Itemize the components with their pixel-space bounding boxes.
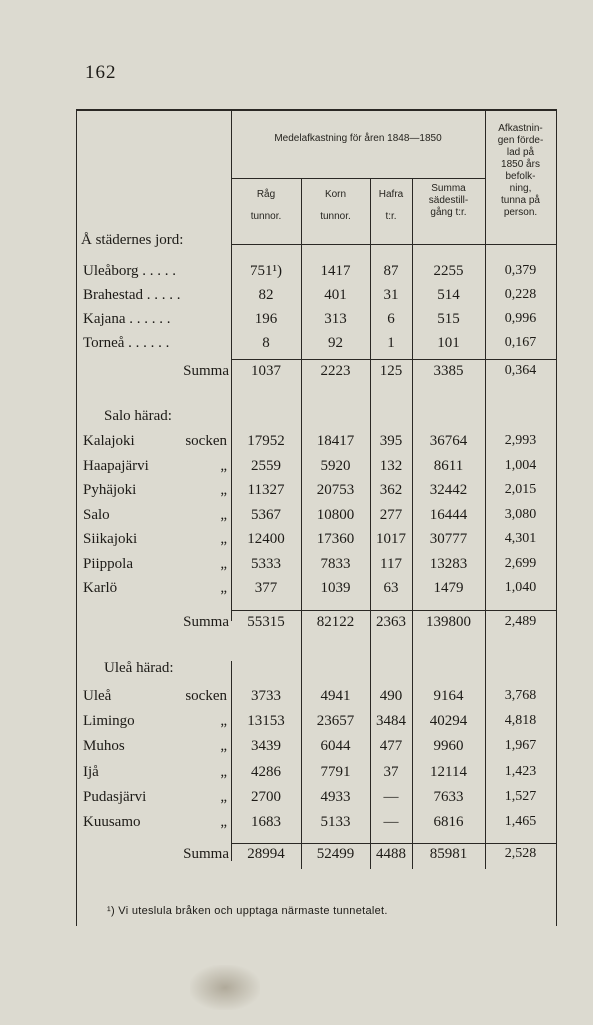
cell-afkast: 1,004 — [504, 457, 537, 473]
cell-rag: 1683 — [251, 814, 281, 830]
row-suffix: „ — [220, 763, 227, 780]
row-name: Salo — [83, 506, 110, 523]
page-number: 162 — [85, 62, 117, 83]
cell-afkast: 0,996 — [504, 311, 537, 326]
row-name: Pudasjärvi — [83, 788, 147, 805]
cell-korn: 7791 — [320, 763, 351, 780]
header-group-rule — [231, 178, 485, 179]
total-summa: 85981 — [429, 846, 468, 862]
cell-afkast: 3,080 — [504, 506, 537, 522]
row-name: Kalajoki — [83, 433, 135, 449]
cell-summa: 2255 — [433, 263, 464, 279]
cell-summa: 16444 — [429, 506, 468, 523]
cell-summa: 30777 — [429, 531, 468, 547]
row-name: Uleå — [83, 688, 112, 704]
cell-rag: 2700 — [251, 788, 281, 805]
cell-hafra: 362 — [379, 482, 403, 498]
cell-korn: 5133 — [320, 814, 351, 830]
row-name: Piippola — [83, 555, 134, 572]
cell-rag: 8 — [262, 335, 270, 351]
row-suffix: „ — [220, 580, 227, 596]
row-name: Ijå — [83, 763, 99, 780]
cell-summa: 12114 — [430, 763, 467, 780]
section2-total-label: Summa — [183, 614, 229, 630]
cell-summa: 32442 — [429, 482, 468, 498]
cell-korn: 20753 — [316, 482, 355, 498]
row-suffix: „ — [220, 506, 227, 523]
row-suffix: „ — [220, 814, 227, 830]
cell-hafra: 1 — [387, 335, 395, 351]
yield-table — [76, 109, 557, 926]
cell-afkast: 0,167 — [504, 335, 537, 350]
cell-korn: 1417 — [320, 263, 351, 279]
cell-afkast: 1,040 — [504, 580, 537, 595]
cell-summa: 40294 — [429, 713, 468, 730]
cell-hafra: 490 — [379, 688, 403, 704]
cell-summa: 6816 — [433, 814, 464, 830]
cell-afkast: 4,818 — [504, 713, 537, 729]
cell-hafra: 63 — [383, 580, 399, 596]
cell-summa: 36764 — [429, 433, 468, 449]
header-bottom-rule — [231, 244, 556, 245]
row-suffix: „ — [220, 482, 227, 498]
cell-afkast: 1,423 — [504, 763, 537, 779]
cell-summa: 9164 — [433, 688, 464, 704]
cell-afkast: 4,301 — [504, 531, 537, 546]
cell-rag: 13153 — [247, 713, 285, 730]
row-name: Limingo — [83, 713, 135, 730]
total-hafra: 125 — [379, 363, 403, 379]
total-korn: 82122 — [316, 614, 355, 630]
cell-korn: 313 — [324, 311, 347, 327]
cell-summa: 1479 — [433, 580, 464, 596]
total-afkast: 0,364 — [504, 363, 537, 378]
row-name: Uleåborg . . . . . — [83, 263, 177, 279]
cell-rag: 751¹) — [250, 263, 282, 279]
cell-korn: 7833 — [320, 555, 351, 572]
cell-afkast: 1,967 — [504, 738, 537, 754]
cell-rag: 2559 — [251, 457, 281, 474]
total-rag: 55315 — [247, 614, 285, 630]
section1-total-label: Summa — [183, 363, 229, 379]
cell-hafra: 132 — [379, 457, 403, 474]
cell-afkast: 2,015 — [504, 482, 537, 497]
cell-hafra: 477 — [379, 738, 403, 755]
cell-rag: 3439 — [251, 738, 281, 755]
cell-korn: 1039 — [320, 580, 351, 596]
header-korn: Korn tunnor. — [320, 189, 351, 222]
cell-hafra: 87 — [383, 263, 399, 279]
cell-hafra: 395 — [379, 433, 403, 449]
cell-summa: 13283 — [429, 555, 468, 572]
total-summa: 139800 — [426, 614, 471, 630]
section-title-ulea: Uleå härad: — [104, 660, 174, 676]
total-afkast: 2,489 — [504, 614, 537, 629]
cell-rag: 196 — [254, 311, 278, 327]
row-suffix: „ — [220, 457, 227, 474]
section3-total-rule — [231, 843, 556, 844]
cell-hafra: 277 — [379, 506, 403, 523]
cell-summa: 101 — [437, 335, 460, 351]
row-suffix: „ — [220, 555, 227, 572]
cell-rag: 11327 — [247, 482, 285, 498]
cell-hafra: 117 — [380, 555, 402, 572]
row-name: Haapajärvi — [83, 457, 149, 474]
row-name: Pyhäjoki — [83, 482, 137, 498]
cell-korn: 10800 — [316, 506, 355, 523]
cell-korn: 92 — [328, 335, 343, 351]
section2-total-rule — [231, 610, 556, 611]
row-suffix: „ — [220, 531, 227, 547]
cell-hafra: 37 — [383, 763, 399, 780]
cell-summa: 9960 — [433, 738, 464, 755]
cell-summa: 8611 — [433, 457, 464, 474]
row-name: Torneå . . . . . . — [83, 335, 170, 351]
cell-afkast: 1,527 — [504, 788, 537, 804]
cell-korn: 401 — [324, 287, 347, 303]
cell-korn: 17360 — [316, 531, 355, 547]
row-suffix: socken — [185, 688, 227, 704]
cell-rag: 4286 — [251, 763, 281, 780]
header-afkastning: Afkastnin- gen förde- lad på 1850 års befolk- ning, tunna på person. — [497, 123, 544, 218]
row-name: Muhos — [83, 738, 125, 755]
cell-afkast: 3,768 — [504, 688, 537, 703]
total-hafra: 4488 — [376, 846, 406, 862]
table-left-rule — [76, 111, 77, 926]
table-right-rule — [556, 111, 557, 926]
cell-hafra: — — [383, 788, 399, 805]
section1-total-rule — [231, 359, 556, 360]
cell-rag: 5333 — [251, 555, 281, 572]
total-hafra: 2363 — [376, 614, 406, 630]
header-summa: Summa sädestill- gång t:r. — [428, 183, 469, 218]
cell-summa: 7633 — [433, 788, 464, 805]
cell-hafra: 6 — [387, 311, 395, 327]
row-name: Brahestad . . . . . — [83, 287, 181, 303]
total-korn: 2223 — [320, 363, 351, 379]
cell-rag: 377 — [254, 580, 278, 596]
row-name: Karlö — [83, 580, 118, 596]
header-group-title: Medelafkastning för åren 1848—1850 — [274, 133, 442, 144]
cell-summa: 515 — [437, 311, 460, 327]
footnote: ¹) Vi uteslula bråken och upptaga närmaste tunnetalet. — [107, 905, 388, 917]
total-afkast: 2,528 — [504, 846, 537, 861]
section3-total-label: Summa — [183, 846, 229, 862]
cell-hafra: — — [383, 814, 399, 830]
cell-korn: 6044 — [320, 738, 351, 755]
cell-rag: 5367 — [251, 506, 281, 523]
cell-afkast: 1,465 — [504, 814, 537, 829]
row-suffix: „ — [220, 738, 227, 755]
row-suffix: socken — [185, 433, 227, 449]
cell-summa: 514 — [437, 287, 460, 303]
cell-korn: 5920 — [320, 457, 351, 474]
cell-afkast: 0,379 — [504, 263, 537, 278]
header-hafra: Hafra t:r. — [378, 189, 404, 222]
total-rag: 1037 — [251, 363, 281, 379]
cell-hafra: 3484 — [376, 713, 406, 730]
row-suffix: „ — [220, 788, 227, 805]
cell-afkast: 2,699 — [504, 555, 537, 571]
cell-afkast: 2,993 — [504, 433, 537, 448]
cell-korn: 4941 — [320, 688, 351, 704]
section-title-staderna: Å städernes jord: — [81, 232, 184, 248]
row-suffix: „ — [220, 713, 227, 730]
row-name: Kajana . . . . . . — [83, 311, 171, 327]
cell-korn: 4933 — [320, 788, 351, 805]
cell-hafra: 1017 — [376, 531, 406, 547]
total-korn: 52499 — [316, 846, 355, 862]
cell-hafra: 31 — [383, 287, 399, 303]
cell-rag: 12400 — [247, 531, 285, 547]
header-rag: Råg tunnor. — [250, 189, 282, 222]
cell-rag: 82 — [258, 287, 274, 303]
cell-korn: 18417 — [316, 433, 355, 449]
total-summa: 3385 — [433, 363, 464, 379]
row-name: Siikajoki — [83, 531, 138, 547]
total-rag: 28994 — [247, 846, 285, 862]
cell-rag: 3733 — [251, 688, 281, 704]
cell-afkast: 0,228 — [504, 287, 537, 302]
section-title-salo: Salo härad: — [104, 408, 172, 424]
cell-korn: 23657 — [316, 713, 355, 730]
cell-rag: 17952 — [247, 433, 285, 449]
paper-stain — [190, 965, 260, 1010]
row-name: Kuusamo — [83, 814, 141, 830]
